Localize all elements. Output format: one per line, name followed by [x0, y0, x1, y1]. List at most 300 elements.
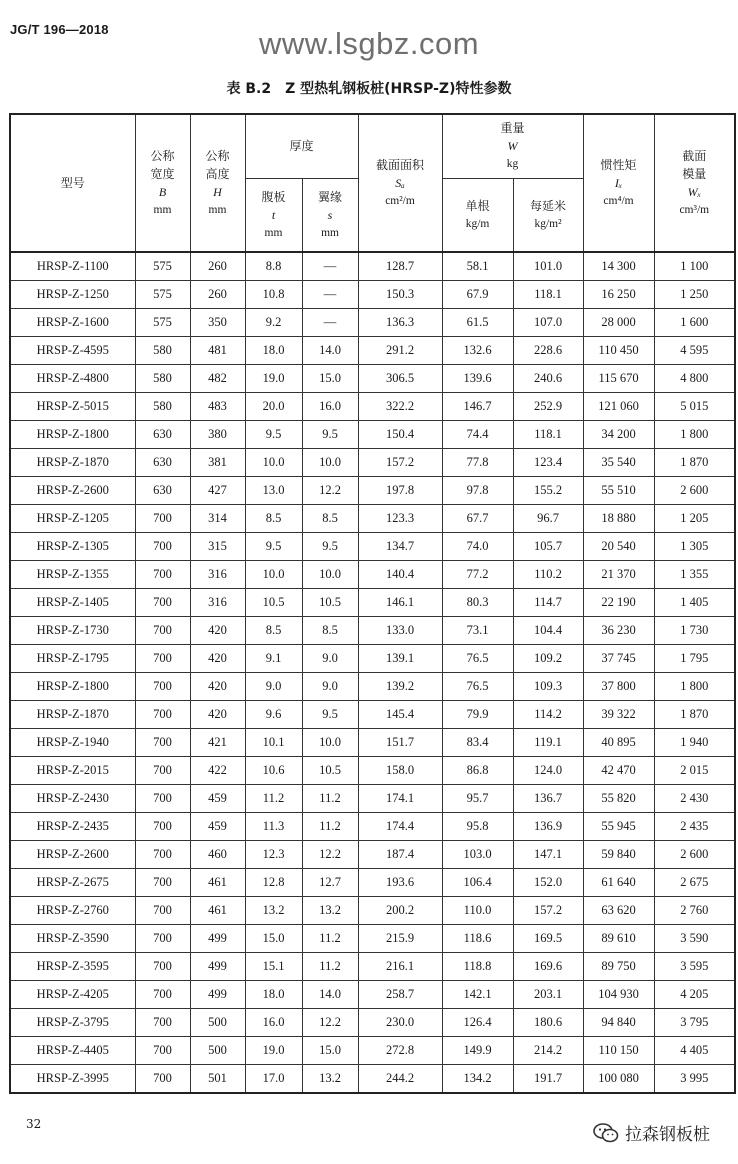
value-cell: 461	[190, 869, 245, 897]
value-cell: 174.1	[358, 785, 442, 813]
value-cell: 95.8	[442, 813, 513, 841]
value-cell: 8.5	[302, 505, 358, 533]
table-row	[10, 645, 735, 673]
value-cell: 89 610	[583, 925, 654, 953]
table-row	[10, 561, 735, 589]
table-row	[10, 589, 735, 617]
value-cell: 155.2	[513, 477, 583, 505]
value-cell: 499	[190, 981, 245, 1009]
value-cell: 700	[135, 897, 190, 925]
table-row	[10, 1037, 735, 1065]
value-cell: 10.6	[245, 757, 302, 785]
value-cell: 119.1	[513, 729, 583, 757]
value-cell: 482	[190, 365, 245, 393]
value-cell: —	[302, 252, 358, 281]
model-cell: HRSP-Z-2675	[10, 869, 135, 897]
value-cell: 9.5	[245, 533, 302, 561]
value-cell: 700	[135, 841, 190, 869]
value-cell: 35 540	[583, 449, 654, 477]
table-row	[10, 252, 735, 281]
value-cell: 114.7	[513, 589, 583, 617]
header-area: 截面面积 Sₐ cm²/m	[358, 114, 442, 252]
value-cell: 11.2	[302, 925, 358, 953]
value-cell: 169.5	[513, 925, 583, 953]
value-cell: 700	[135, 785, 190, 813]
value-cell: 316	[190, 561, 245, 589]
table-row	[10, 729, 735, 757]
value-cell: 10.0	[302, 561, 358, 589]
value-cell: 15.1	[245, 953, 302, 981]
value-cell: 118.1	[513, 421, 583, 449]
value-cell: 580	[135, 393, 190, 421]
value-cell: 18.0	[245, 981, 302, 1009]
value-cell: 16 250	[583, 281, 654, 309]
value-cell: 16.0	[302, 393, 358, 421]
value-cell: —	[302, 309, 358, 337]
value-cell: 260	[190, 281, 245, 309]
header-inertia: 惯性矩 Iₓ cm⁴/m	[583, 114, 654, 252]
value-cell: 146.1	[358, 589, 442, 617]
value-cell: 104.4	[513, 617, 583, 645]
value-cell: 157.2	[513, 897, 583, 925]
value-cell: 9.5	[302, 701, 358, 729]
value-cell: 228.6	[513, 337, 583, 365]
value-cell: 8.5	[302, 617, 358, 645]
value-cell: 700	[135, 701, 190, 729]
value-cell: 2 430	[654, 785, 735, 813]
value-cell: 136.7	[513, 785, 583, 813]
value-cell: 17.0	[245, 1065, 302, 1094]
value-cell: 18 880	[583, 505, 654, 533]
model-cell: HRSP-Z-1250	[10, 281, 135, 309]
value-cell: 2 675	[654, 869, 735, 897]
value-cell: 3 590	[654, 925, 735, 953]
value-cell: 9.1	[245, 645, 302, 673]
model-cell: HRSP-Z-1405	[10, 589, 135, 617]
value-cell: 118.6	[442, 925, 513, 953]
value-cell: 240.6	[513, 365, 583, 393]
value-cell: 103.0	[442, 841, 513, 869]
value-cell: 37 745	[583, 645, 654, 673]
value-cell: 8.5	[245, 505, 302, 533]
value-cell: 500	[190, 1009, 245, 1037]
value-cell: 95.7	[442, 785, 513, 813]
value-cell: 136.9	[513, 813, 583, 841]
value-cell: 380	[190, 421, 245, 449]
value-cell: 10.1	[245, 729, 302, 757]
table-row	[10, 337, 735, 365]
value-cell: 11.2	[302, 953, 358, 981]
value-cell: 1 305	[654, 533, 735, 561]
value-cell: 197.8	[358, 477, 442, 505]
value-cell: 215.9	[358, 925, 442, 953]
table-row	[10, 785, 735, 813]
value-cell: 55 945	[583, 813, 654, 841]
value-cell: 3 795	[654, 1009, 735, 1037]
value-cell: 316	[190, 589, 245, 617]
header-model: 型号	[10, 114, 135, 252]
value-cell: 139.2	[358, 673, 442, 701]
model-cell: HRSP-Z-4800	[10, 365, 135, 393]
value-cell: 9.5	[302, 421, 358, 449]
value-cell: 145.4	[358, 701, 442, 729]
value-cell: 59 840	[583, 841, 654, 869]
table-row	[10, 477, 735, 505]
value-cell: 700	[135, 673, 190, 701]
header-height: 公称 高度 H mm	[190, 114, 245, 252]
value-cell: 128.7	[358, 252, 442, 281]
value-cell: 700	[135, 981, 190, 1009]
value-cell: 1 600	[654, 309, 735, 337]
model-cell: HRSP-Z-4595	[10, 337, 135, 365]
value-cell: 86.8	[442, 757, 513, 785]
value-cell: 575	[135, 252, 190, 281]
value-cell: 461	[190, 897, 245, 925]
value-cell: 700	[135, 1009, 190, 1037]
value-cell: 4 595	[654, 337, 735, 365]
model-cell: HRSP-Z-2015	[10, 757, 135, 785]
value-cell: 8.8	[245, 252, 302, 281]
value-cell: 12.8	[245, 869, 302, 897]
value-cell: 700	[135, 589, 190, 617]
header-width: 公称 宽度 B mm	[135, 114, 190, 252]
value-cell: 10.0	[302, 729, 358, 757]
value-cell: 216.1	[358, 953, 442, 981]
value-cell: 12.7	[302, 869, 358, 897]
value-cell: 140.4	[358, 561, 442, 589]
value-cell: 314	[190, 505, 245, 533]
value-cell: 10.0	[245, 449, 302, 477]
value-cell: 97.8	[442, 477, 513, 505]
value-cell: 2 600	[654, 477, 735, 505]
header-weight-single: 单根 kg/m	[442, 178, 513, 252]
brand-name: 拉森钢板桩	[625, 1125, 710, 1145]
value-cell: 499	[190, 953, 245, 981]
value-cell: 10.0	[245, 561, 302, 589]
model-cell: HRSP-Z-2430	[10, 785, 135, 813]
value-cell: 700	[135, 757, 190, 785]
value-cell: 700	[135, 533, 190, 561]
value-cell: 1 100	[654, 252, 735, 281]
value-cell: 14 300	[583, 252, 654, 281]
value-cell: 460	[190, 841, 245, 869]
value-cell: 258.7	[358, 981, 442, 1009]
value-cell: 126.4	[442, 1009, 513, 1037]
value-cell: 1 730	[654, 617, 735, 645]
value-cell: 14.0	[302, 337, 358, 365]
model-cell: HRSP-Z-1600	[10, 309, 135, 337]
value-cell: 118.1	[513, 281, 583, 309]
value-cell: 420	[190, 645, 245, 673]
value-cell: 8.5	[245, 617, 302, 645]
value-cell: 114.2	[513, 701, 583, 729]
value-cell: 67.9	[442, 281, 513, 309]
value-cell: 420	[190, 673, 245, 701]
value-cell: 61 640	[583, 869, 654, 897]
value-cell: 1 250	[654, 281, 735, 309]
value-cell: 630	[135, 449, 190, 477]
header-weight-per-meter: 每延米 kg/m²	[513, 178, 583, 252]
value-cell: 89 750	[583, 953, 654, 981]
value-cell: 501	[190, 1065, 245, 1094]
value-cell: 322.2	[358, 393, 442, 421]
value-cell: 459	[190, 785, 245, 813]
value-cell: 11.3	[245, 813, 302, 841]
value-cell: 106.4	[442, 869, 513, 897]
value-cell: 700	[135, 505, 190, 533]
value-cell: 34 200	[583, 421, 654, 449]
value-cell: 76.5	[442, 673, 513, 701]
model-cell: HRSP-Z-3595	[10, 953, 135, 981]
value-cell: 9.0	[302, 645, 358, 673]
table-row	[10, 925, 735, 953]
watermark-url: www.lsgbz.com	[258, 26, 480, 61]
value-cell: 4 405	[654, 1037, 735, 1065]
model-cell: HRSP-Z-2600	[10, 841, 135, 869]
value-cell: 9.5	[302, 533, 358, 561]
value-cell: 580	[135, 365, 190, 393]
value-cell: 10.5	[302, 589, 358, 617]
value-cell: 83.4	[442, 729, 513, 757]
value-cell: 109.2	[513, 645, 583, 673]
value-cell: 77.8	[442, 449, 513, 477]
value-cell: 9.5	[245, 421, 302, 449]
value-cell: 422	[190, 757, 245, 785]
table-row	[10, 281, 735, 309]
value-cell: 37 800	[583, 673, 654, 701]
value-cell: 19.0	[245, 365, 302, 393]
value-cell: 121 060	[583, 393, 654, 421]
table-row	[10, 981, 735, 1009]
value-cell: 191.7	[513, 1065, 583, 1094]
value-cell: 123.3	[358, 505, 442, 533]
value-cell: 115 670	[583, 365, 654, 393]
model-cell: HRSP-Z-1870	[10, 701, 135, 729]
table-row	[10, 701, 735, 729]
value-cell: 420	[190, 617, 245, 645]
value-cell: 79.9	[442, 701, 513, 729]
model-cell: HRSP-Z-1940	[10, 729, 135, 757]
table-row	[10, 449, 735, 477]
value-cell: 1 800	[654, 421, 735, 449]
value-cell: 150.4	[358, 421, 442, 449]
value-cell: 63 620	[583, 897, 654, 925]
value-cell: 13.2	[302, 1065, 358, 1094]
value-cell: 110.0	[442, 897, 513, 925]
value-cell: 700	[135, 617, 190, 645]
table-row	[10, 757, 735, 785]
value-cell: 107.0	[513, 309, 583, 337]
value-cell: 200.2	[358, 897, 442, 925]
value-cell: 15.0	[245, 925, 302, 953]
value-cell: 1 940	[654, 729, 735, 757]
standard-code: JG/T 196—2018	[10, 22, 109, 37]
value-cell: 36 230	[583, 617, 654, 645]
value-cell: 96.7	[513, 505, 583, 533]
value-cell: 350	[190, 309, 245, 337]
model-cell: HRSP-Z-2435	[10, 813, 135, 841]
model-cell: HRSP-Z-1205	[10, 505, 135, 533]
model-cell: HRSP-Z-1800	[10, 421, 135, 449]
value-cell: 101.0	[513, 252, 583, 281]
table-row	[10, 869, 735, 897]
value-cell: 187.4	[358, 841, 442, 869]
value-cell: 20.0	[245, 393, 302, 421]
value-cell: 15.0	[302, 1037, 358, 1065]
value-cell: 700	[135, 561, 190, 589]
properties-table-container	[9, 113, 734, 1094]
model-cell: HRSP-Z-1800	[10, 673, 135, 701]
value-cell: —	[302, 281, 358, 309]
value-cell: 13.2	[302, 897, 358, 925]
value-cell: 22 190	[583, 589, 654, 617]
value-cell: 700	[135, 1065, 190, 1094]
value-cell: 105.7	[513, 533, 583, 561]
value-cell: 74.4	[442, 421, 513, 449]
value-cell: 500	[190, 1037, 245, 1065]
value-cell: 630	[135, 421, 190, 449]
value-cell: 21 370	[583, 561, 654, 589]
table-row	[10, 533, 735, 561]
value-cell: 28 000	[583, 309, 654, 337]
model-cell: HRSP-Z-2760	[10, 897, 135, 925]
value-cell: 123.4	[513, 449, 583, 477]
value-cell: 13.2	[245, 897, 302, 925]
model-cell: HRSP-Z-4405	[10, 1037, 135, 1065]
value-cell: 291.2	[358, 337, 442, 365]
header-flange: 翼缘 s mm	[302, 178, 358, 252]
value-cell: 575	[135, 309, 190, 337]
value-cell: 1 870	[654, 701, 735, 729]
value-cell: 124.0	[513, 757, 583, 785]
table-body	[10, 252, 735, 1093]
model-cell: HRSP-Z-4205	[10, 981, 135, 1009]
model-cell: HRSP-Z-3995	[10, 1065, 135, 1094]
value-cell: 1 870	[654, 449, 735, 477]
value-cell: 315	[190, 533, 245, 561]
value-cell: 272.8	[358, 1037, 442, 1065]
value-cell: 499	[190, 925, 245, 953]
value-cell: 10.0	[302, 449, 358, 477]
header-modulus: 截面 模量 Wₓ cm³/m	[654, 114, 735, 252]
value-cell: 39 322	[583, 701, 654, 729]
model-cell: HRSP-Z-3590	[10, 925, 135, 953]
value-cell: 139.1	[358, 645, 442, 673]
value-cell: 180.6	[513, 1009, 583, 1037]
value-cell: 700	[135, 925, 190, 953]
table-row	[10, 841, 735, 869]
value-cell: 700	[135, 953, 190, 981]
value-cell: 13.0	[245, 477, 302, 505]
value-cell: 700	[135, 869, 190, 897]
value-cell: 9.6	[245, 701, 302, 729]
value-cell: 12.3	[245, 841, 302, 869]
value-cell: 40 895	[583, 729, 654, 757]
value-cell: 700	[135, 813, 190, 841]
value-cell: 157.2	[358, 449, 442, 477]
value-cell: 110 150	[583, 1037, 654, 1065]
value-cell: 20 540	[583, 533, 654, 561]
value-cell: 427	[190, 477, 245, 505]
table-row	[10, 617, 735, 645]
value-cell: 134.7	[358, 533, 442, 561]
model-cell: HRSP-Z-1795	[10, 645, 135, 673]
value-cell: 55 510	[583, 477, 654, 505]
value-cell: 1 795	[654, 645, 735, 673]
model-cell: HRSP-Z-5015	[10, 393, 135, 421]
value-cell: 73.1	[442, 617, 513, 645]
value-cell: 67.7	[442, 505, 513, 533]
table-row	[10, 365, 735, 393]
value-cell: 11.2	[245, 785, 302, 813]
value-cell: 169.6	[513, 953, 583, 981]
value-cell: 110 450	[583, 337, 654, 365]
value-cell: 575	[135, 281, 190, 309]
page-number: 32	[26, 1117, 42, 1131]
value-cell: 61.5	[442, 309, 513, 337]
header-web: 腹板 t mm	[245, 178, 302, 252]
value-cell: 10.5	[302, 757, 358, 785]
value-cell: 74.0	[442, 533, 513, 561]
value-cell: 12.2	[302, 841, 358, 869]
table-row	[10, 309, 735, 337]
value-cell: 142.1	[442, 981, 513, 1009]
value-cell: 58.1	[442, 252, 513, 281]
table-row	[10, 897, 735, 925]
value-cell: 203.1	[513, 981, 583, 1009]
value-cell: 381	[190, 449, 245, 477]
value-cell: 134.2	[442, 1065, 513, 1094]
value-cell: 18.0	[245, 337, 302, 365]
table-row	[10, 421, 735, 449]
value-cell: 76.5	[442, 645, 513, 673]
value-cell: 700	[135, 1037, 190, 1065]
value-cell: 2 600	[654, 841, 735, 869]
value-cell: 630	[135, 477, 190, 505]
model-cell: HRSP-Z-1355	[10, 561, 135, 589]
value-cell: 174.4	[358, 813, 442, 841]
value-cell: 2 760	[654, 897, 735, 925]
model-cell: HRSP-Z-1305	[10, 533, 135, 561]
value-cell: 252.9	[513, 393, 583, 421]
value-cell: 147.1	[513, 841, 583, 869]
model-cell: HRSP-Z-2600	[10, 477, 135, 505]
value-cell: 9.0	[302, 673, 358, 701]
value-cell: 150.3	[358, 281, 442, 309]
table-row	[10, 813, 735, 841]
value-cell: 244.2	[358, 1065, 442, 1094]
value-cell: 158.0	[358, 757, 442, 785]
value-cell: 1 405	[654, 589, 735, 617]
value-cell: 151.7	[358, 729, 442, 757]
value-cell: 193.6	[358, 869, 442, 897]
value-cell: 77.2	[442, 561, 513, 589]
value-cell: 10.5	[245, 589, 302, 617]
value-cell: 459	[190, 813, 245, 841]
value-cell: 118.8	[442, 953, 513, 981]
properties-table	[9, 113, 736, 1094]
model-cell: HRSP-Z-3795	[10, 1009, 135, 1037]
value-cell: 16.0	[245, 1009, 302, 1037]
value-cell: 420	[190, 701, 245, 729]
value-cell: 5 015	[654, 393, 735, 421]
value-cell: 3 995	[654, 1065, 735, 1094]
table-row	[10, 953, 735, 981]
value-cell: 4 800	[654, 365, 735, 393]
value-cell: 700	[135, 729, 190, 757]
value-cell: 2 435	[654, 813, 735, 841]
value-cell: 10.8	[245, 281, 302, 309]
